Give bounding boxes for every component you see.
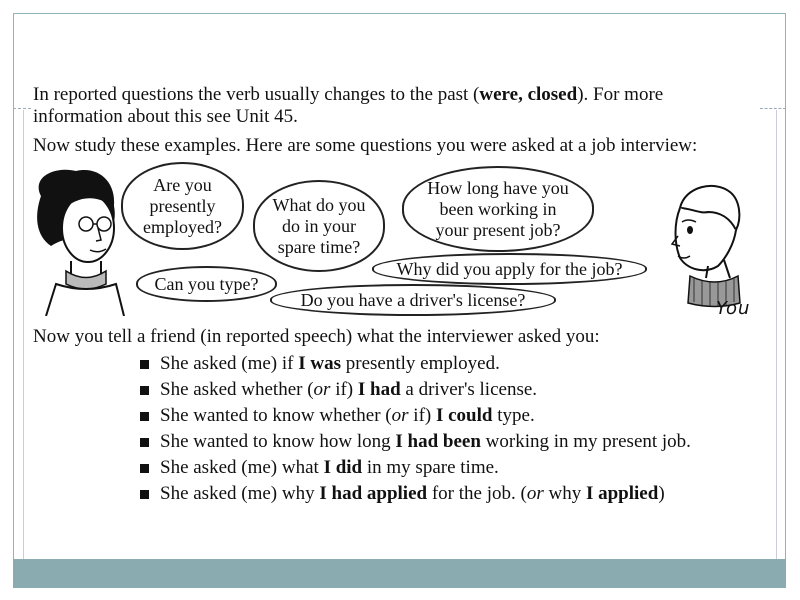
- you-illustration: [660, 178, 750, 308]
- bubble-can-type: Can you type?: [136, 266, 277, 302]
- left-dash-mark: [13, 108, 31, 109]
- bullet-square-icon: [140, 464, 149, 473]
- example-text: She wanted to know whether (or if) I could type.: [160, 405, 535, 426]
- bullet-square-icon: [140, 412, 149, 421]
- bullet-square-icon: [140, 438, 149, 447]
- interviewer-illustration: [26, 166, 126, 316]
- intro-line-3: Now study these examples. Here are some questions you were asked at a job interview:: [33, 135, 698, 156]
- example-text: She wanted to know how long I had been working in my present job.: [160, 431, 691, 452]
- footer-bar: [13, 559, 786, 588]
- example-text: She asked (me) what I did in my spare time.: [160, 457, 499, 478]
- bullet-square-icon: [140, 360, 149, 369]
- example-text: She asked (me) why I had applied for the job. (or why I applied): [160, 483, 665, 504]
- right-margin-rule: [776, 110, 787, 559]
- transition-line: Now you tell a friend (in reported speech) what the interviewer asked you:: [33, 326, 600, 347]
- bullet-square-icon: [140, 490, 149, 499]
- intro-line-2: information about this see Unit 45.: [33, 106, 298, 127]
- example-text: She asked whether (or if) I had a driver's license.: [160, 379, 538, 400]
- example-text: She asked (me) if I was presently employed.: [160, 353, 500, 374]
- bubble-spare-time: What do you do in your spare time?: [253, 180, 385, 272]
- bubble-drivers-license: Do you have a driver's license?: [270, 284, 556, 316]
- left-margin-rule: [13, 110, 24, 559]
- intro-line-1: In reported questions the verb usually changes to the past (were, closed). For more: [33, 84, 664, 105]
- bullet-square-icon: [140, 386, 149, 395]
- bubble-why-apply: Why did you apply for the job?: [372, 253, 647, 285]
- bubble-how-long: How long have you been working in your present job?: [402, 166, 594, 252]
- right-dash-mark: [760, 108, 786, 109]
- bubble-presently-employed: Are you presently employed?: [121, 162, 244, 250]
- you-label: You: [716, 298, 751, 319]
